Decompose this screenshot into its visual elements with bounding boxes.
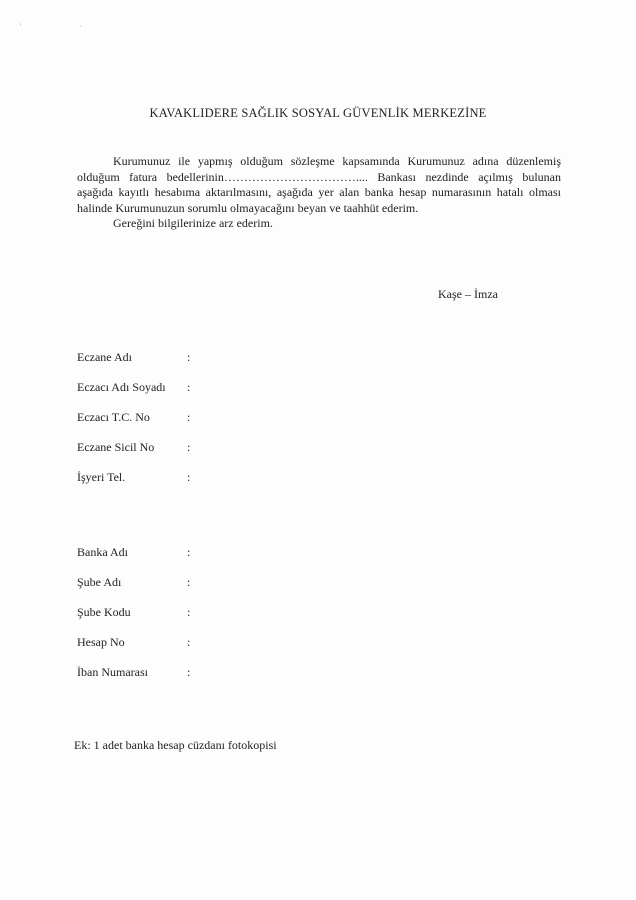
field-row-iban (77, 665, 377, 683)
field-label: Eczacı Adı Soyadı (77, 380, 166, 394)
document-title: KAVAKLIDERE SAĞLIK SOSYAL GÜVENLİK MERKEZİNE (149, 106, 487, 120)
field-label: Hesap No (77, 635, 125, 649)
scan-specks: ' · (20, 22, 111, 31)
field-colon: : (187, 605, 191, 619)
field-row-account-no (77, 635, 377, 653)
field-label: Şube Kodu (77, 605, 131, 619)
field-colon: : (187, 350, 191, 364)
body-paragraph-request: Kurumunuz ile yapmış olduğum sözleşme kapsamında Kurumunuz adına düzenlemiş olduğum fatura bedellerinin…………………………….... Bankası nezdinde açılmış bulunan aşağıda kayıtlı hesabıma aktarılmasını, aşağıda yer alan banka hesap numarasının hatalı olması halinde Kurumunuzun sorumlu olmayacağını beyan ve taahhüt ederim. (77, 154, 561, 215)
field-row-pharmacy-registry-no (77, 440, 377, 458)
attachment-note: Ek: 1 adet banka hesap cüzdanı fotokopisi (74, 738, 277, 752)
field-colon: : (187, 380, 191, 394)
field-colon: : (187, 410, 191, 424)
body-paragraph-closing: Gereğini bilgilerinize arz ederim. (113, 216, 273, 230)
field-colon: : (187, 635, 191, 649)
field-row-bank-name (77, 545, 377, 563)
document-body (77, 154, 561, 232)
field-row-workplace-phone (77, 470, 377, 488)
field-label: İban Numarası (77, 665, 148, 679)
field-row-branch-code (77, 605, 377, 623)
field-colon: : (187, 665, 191, 679)
field-label: Şube Adı (77, 575, 122, 589)
field-label: Eczane Adı (77, 350, 132, 364)
field-row-pharmacist-tc-no (77, 410, 377, 428)
field-colon: : (187, 470, 191, 484)
field-label: Eczane Sicil No (77, 440, 155, 454)
field-label: Eczacı T.C. No (77, 410, 150, 424)
field-row-branch-name (77, 575, 377, 593)
field-colon: : (187, 545, 191, 559)
field-label: Banka Adı (77, 545, 128, 559)
signature-label: Kaşe – İmza (438, 287, 498, 301)
field-colon: : (187, 440, 191, 454)
field-colon: : (187, 575, 191, 589)
field-label: İşyeri Tel. (77, 470, 126, 484)
field-row-pharmacy-name (77, 350, 377, 368)
field-row-pharmacist-name (77, 380, 377, 398)
